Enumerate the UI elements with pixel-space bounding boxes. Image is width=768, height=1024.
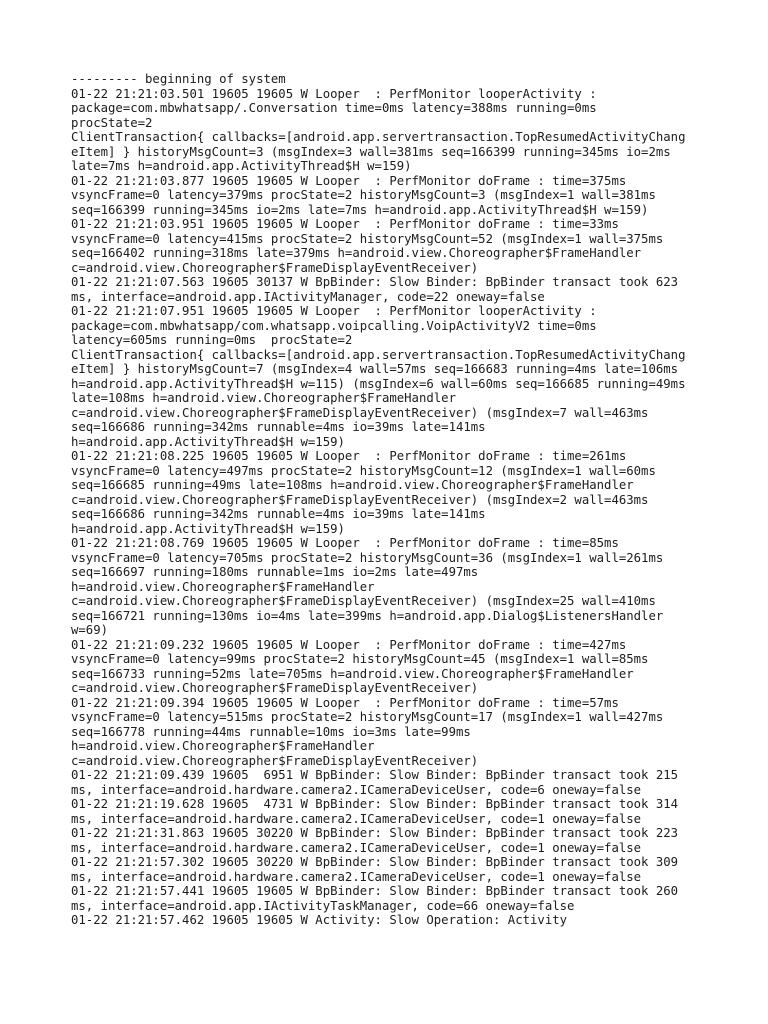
log-line: 01-22 21:21:08.769 19605 19605 W Looper : PerfMonitor doFrame : time=85ms [71, 536, 619, 550]
log-line: 01-22 21:21:03.877 19605 19605 W Looper : PerfMonitor doFrame : time=375ms [71, 173, 627, 188]
log-text-block [71, 72, 751, 928]
log-line: seq=166402 running=318ms late=379ms h=android.view.Choreographer$FrameHandler [71, 246, 642, 260]
log-line: h=android.app.ActivityThread$H w=159) [71, 434, 345, 449]
log-line: 01-22 21:21:07.951 19605 19605 W Looper : PerfMonitor looperActivity : [71, 304, 597, 318]
log-line: package=com.mbwhatsapp/com.whatsapp.voipcalling.VoipActivityV2 time=0ms [71, 318, 597, 333]
log-line: 01-22 21:21:57.302 19605 30220 W BpBinder: Slow Binder: BpBinder transact took 309 [71, 855, 679, 869]
log-line: ClientTransaction{ callbacks=[android.app.servertransaction.TopResumedActivityChang [71, 347, 686, 362]
log-line: procState=2 [71, 115, 153, 130]
log-line: seq=166733 running=52ms late=705ms h=android.view.Choreographer$FrameHandler [71, 666, 634, 681]
log-line: seq=166721 running=130ms io=4ms late=399ms h=android.app.Dialog$ListenersHandler [71, 608, 664, 623]
log-line: 01-22 21:21:03.501 19605 19605 W Looper : PerfMonitor looperActivity : [71, 86, 597, 101]
log-line: seq=166697 running=180ms runnable=1ms io=2ms late=497ms [71, 565, 479, 579]
log-line: h=android.app.ActivityThread$H w=159) [71, 521, 345, 536]
log-line: late=7ms h=android.app.ActivityThread$H w=159) [71, 159, 412, 173]
log-line: c=android.view.Choreographer$FrameDisplayEventReceiver) (msgIndex=2 wall=463ms [71, 492, 649, 507]
log-line: 01-22 21:21:31.863 19605 30220 W BpBinder: Slow Binder: BpBinder transact took 223 [71, 826, 679, 840]
log-line: 01-22 21:21:09.232 19605 19605 W Looper : PerfMonitor doFrame : time=427ms [71, 637, 627, 652]
log-line: 01-22 21:21:09.439 19605 6951 W BpBinder: Slow Binder: BpBinder transact took 215 [71, 768, 679, 782]
log-line: c=android.view.Choreographer$FrameDisplayEventReceiver) [71, 681, 479, 695]
log-line: 01-22 21:21:19.628 19605 4731 W BpBinder: Slow Binder: BpBinder transact took 314 [71, 797, 679, 811]
log-line: package=com.mbwhatsapp/.Conversation time=0ms latency=388ms running=0ms [71, 101, 597, 115]
log-line: c=android.view.Choreographer$FrameDisplayEventReceiver) [71, 260, 479, 275]
log-line: c=android.view.Choreographer$FrameDisplayEventReceiver) (msgIndex=7 wall=463ms [71, 405, 649, 420]
log-line: c=android.view.Choreographer$FrameDisplayEventReceiver) [71, 753, 479, 768]
log-line: --------- beginning of system [71, 72, 286, 86]
log-line: 01-22 21:21:57.441 19605 19605 W BpBinder: Slow Binder: BpBinder transact took 260 [71, 884, 679, 898]
log-line: 01-22 21:21:07.563 19605 30137 W BpBinder: Slow Binder: BpBinder transact took 623 [71, 275, 679, 289]
log-line: seq=166686 running=342ms runnable=4ms io=39ms late=141ms [71, 507, 486, 521]
log-line: 01-22 21:21:09.394 19605 19605 W Looper : PerfMonitor doFrame : time=57ms [71, 695, 619, 710]
log-line: seq=166399 running=345ms io=2ms late=7ms h=android.app.ActivityThread$H w=159) [71, 202, 649, 217]
log-line: vsyncFrame=0 latency=705ms procState=2 historyMsgCount=36 (msgIndex=1 wall=261ms [71, 550, 664, 565]
log-line: ms, interface=android.hardware.camera2.ICameraDeviceUser, code=1 oneway=false [71, 869, 642, 884]
log-line: ms, interface=android.hardware.camera2.ICameraDeviceUser, code=6 oneway=false [71, 782, 642, 797]
log-line: seq=166685 running=49ms late=108ms h=android.view.Choreographer$FrameHandler [71, 478, 634, 492]
log-line: vsyncFrame=0 latency=497ms procState=2 historyMsgCount=12 (msgIndex=1 wall=60ms [71, 463, 656, 478]
log-line: late=108ms h=android.view.Choreographer$FrameHandler [71, 391, 456, 405]
log-line: 01-22 21:21:03.951 19605 19605 W Looper : PerfMonitor doFrame : time=33ms [71, 217, 619, 231]
log-line: latency=605ms running=0ms procState=2 [71, 333, 353, 347]
log-line: seq=166778 running=44ms runnable=10ms io=3ms late=99ms [71, 724, 471, 739]
log-line: vsyncFrame=0 latency=99ms procState=2 historyMsgCount=45 (msgIndex=1 wall=85ms [71, 652, 649, 666]
log-line: h=android.view.Choreographer$FrameHandler [71, 579, 375, 594]
log-line: h=android.app.ActivityThread$H w=115) (msgIndex=6 wall=60ms seq=166685 running=49ms [71, 376, 686, 391]
log-line: vsyncFrame=0 latency=515ms procState=2 historyMsgCount=17 (msgIndex=1 wall=427ms [71, 710, 664, 724]
log-line: h=android.view.Choreographer$FrameHandler [71, 739, 375, 753]
log-line: eItem] } historyMsgCount=3 (msgIndex=3 wall=381ms seq=166399 running=345ms io=2ms [71, 144, 671, 159]
log-line: ClientTransaction{ callbacks=[android.app.servertransaction.TopResumedActivityChang [71, 130, 686, 144]
log-line: seq=166686 running=342ms runnable=4ms io=39ms late=141ms [71, 420, 486, 434]
log-line: w=69) [71, 623, 109, 637]
log-line: ms, interface=android.app.IActivityTaskManager, code=66 oneway=false [71, 898, 575, 913]
log-line: ms, interface=android.app.IActivityManager, code=22 oneway=false [71, 289, 545, 304]
log-line: vsyncFrame=0 latency=415ms procState=2 historyMsgCount=52 (msgIndex=1 wall=375ms [71, 231, 664, 246]
log-line: 01-22 21:21:57.462 19605 19605 W Activity: Slow Operation: Activity [71, 913, 568, 927]
log-line: eItem] } historyMsgCount=7 (msgIndex=4 wall=57ms seq=166683 running=4ms late=106ms [71, 362, 679, 376]
log-line: vsyncFrame=0 latency=379ms procState=2 historyMsgCount=3 (msgIndex=1 wall=381ms [71, 188, 656, 202]
log-line: ms, interface=android.hardware.camera2.ICameraDeviceUser, code=1 oneway=false [71, 840, 642, 855]
log-line: 01-22 21:21:08.225 19605 19605 W Looper : PerfMonitor doFrame : time=261ms [71, 449, 627, 463]
log-line: ms, interface=android.hardware.camera2.ICameraDeviceUser, code=1 oneway=false [71, 811, 642, 826]
log-line: c=android.view.Choreographer$FrameDisplayEventReceiver) (msgIndex=25 wall=410ms [71, 594, 656, 608]
